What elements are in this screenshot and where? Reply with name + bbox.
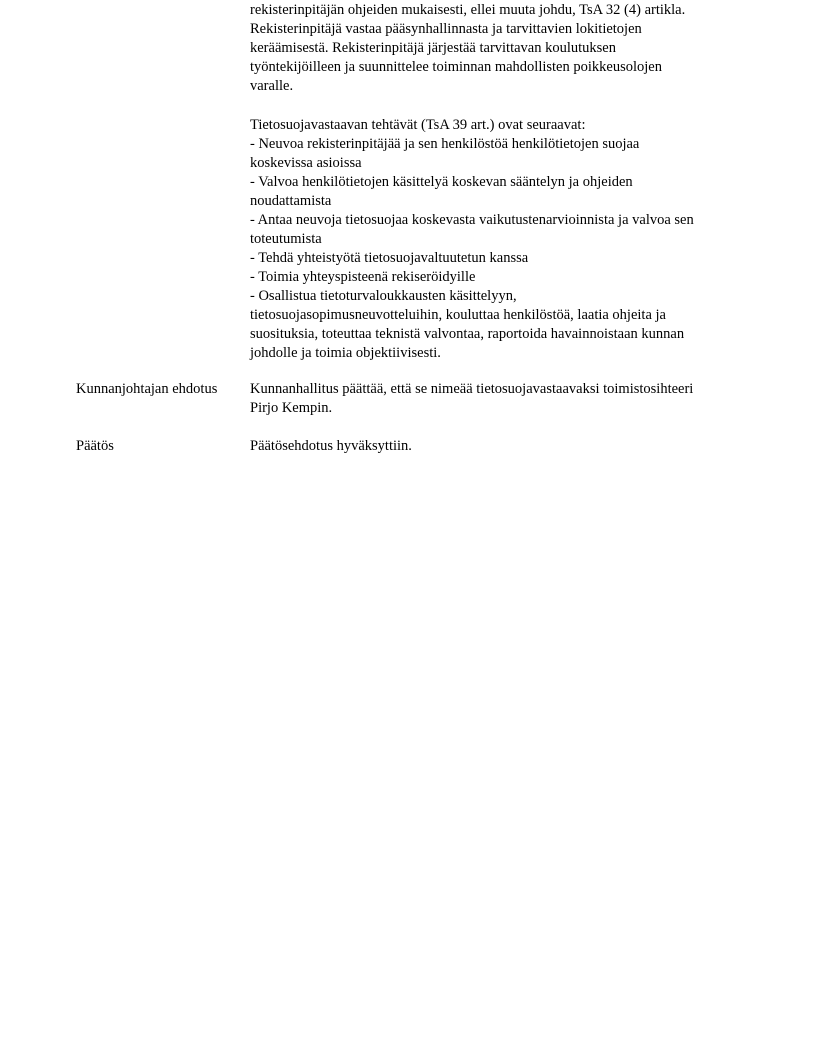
decision-text: [250, 437, 750, 456]
text-line: Päätösehdotus hyväksyttiin.: [250, 438, 412, 454]
text-line: - Neuvoa rekisterinpitäjää ja sen henkilöstöä henkilötietojen suojaa: [250, 136, 640, 152]
proposal-label: Kunnanjohtajan ehdotus: [76, 381, 218, 397]
text-line: - Valvoa henkilötietojen käsittelyä koskevan sääntelyn ja ohjeiden: [250, 174, 633, 190]
text-line: toteutumista: [250, 231, 322, 247]
text-line: johdolle ja toimia objektiivisesti.: [250, 345, 441, 361]
text-line: työntekijöilleen ja suunnittelee toiminnan mahdollisten poikkeusolojen: [250, 59, 662, 75]
dpo-duties-paragraph: [250, 116, 750, 363]
text-line: rekisterinpitäjän ohjeiden mukaisesti, ellei muuta johdu, TsA 32 (4) artikla.: [250, 2, 686, 18]
text-line: koskevissa asioissa: [250, 155, 362, 171]
text-line: - Osallistua tietoturvaloukkausten käsittelyyn,: [250, 288, 517, 304]
text-line: - Antaa neuvoja tietosuojaa koskevasta vaikutustenarvioinnista ja valvoa sen: [250, 212, 694, 228]
text-line: keräämisestä. Rekisterinpitäjä järjestää tarvittavan koulutuksen: [250, 40, 616, 56]
text-line: Rekisterinpitäjä vastaa pääsynhallinnasta ja tarvittavien lokitietojen: [250, 21, 642, 37]
text-line: noudattamista: [250, 193, 332, 209]
text-line: Kunnanhallitus päättää, että se nimeää tietosuojavastaavaksi toimistosihteeri: [250, 381, 694, 397]
continued-paragraph: [250, 1, 750, 96]
decision-label: Päätös: [76, 438, 114, 454]
text-line: suosituksia, toteuttaa teknistä valvontaa, raportoida havainnoistaan kunnan: [250, 326, 685, 342]
text-line: - Toimia yhteyspisteenä rekiseröidyille: [250, 269, 476, 285]
text-line: tietosuojasopimusneuvotteluihin, kouluttaa henkilöstöä, laatia ohjeita ja: [250, 307, 666, 323]
text-line: - Tehdä yhteistyötä tietosuojavaltuutetun kanssa: [250, 250, 529, 266]
text-line: Tietosuojavastaavan tehtävät (TsA 39 art.) ovat seuraavat:: [250, 117, 586, 133]
proposal-text: [250, 380, 750, 418]
text-line: Pirjo Kempin.: [250, 400, 333, 416]
text-line: varalle.: [250, 78, 294, 94]
